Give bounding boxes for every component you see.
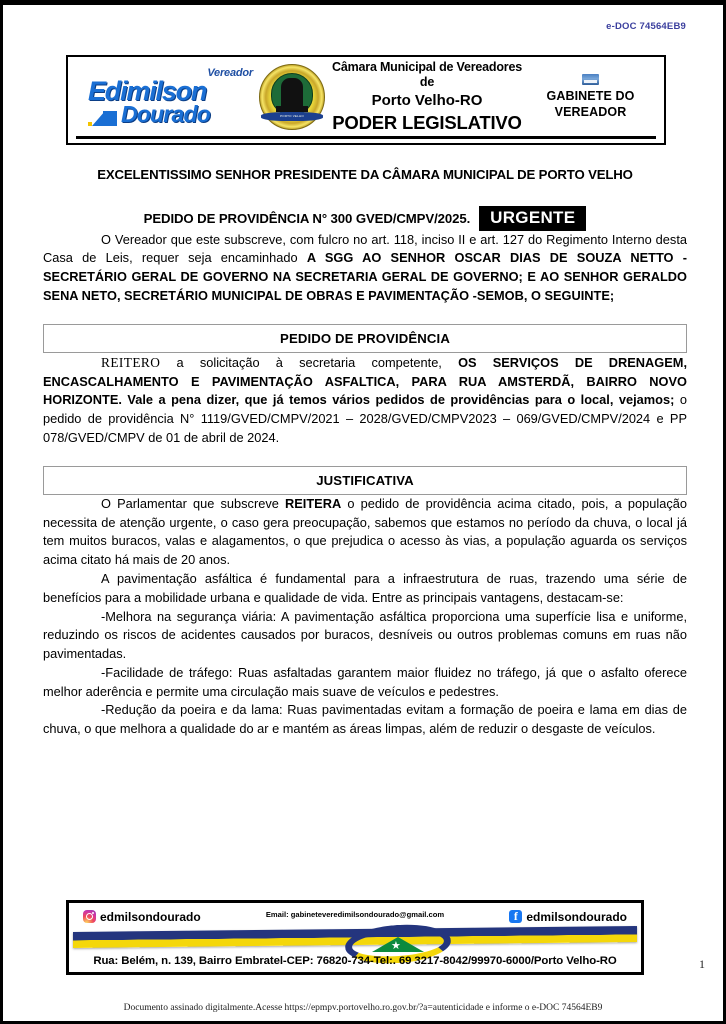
logo-lastname: Dourado (121, 100, 210, 127)
gabinete-line-1: GABINETE DO (546, 88, 635, 103)
addressee-line: EXCELENTISSIMO SENHOR PRESIDENTE DA CÂMARA MUNICIPAL DE PORTO VELHO (97, 167, 633, 182)
digital-signature-notice: Documento assinado digitalmente.Acesse https://epmpv.portovelho.ro.gov.br/?a=autenticidade e informe o e-DOC 74564EB9 (123, 1003, 603, 1013)
urgent-badge: URGENTE (479, 206, 586, 231)
advantage-item-poeira: -Redução da poeira e da lama: Ruas pavimentadas evitam a formação de poeira e lama em dias de chuva, o que melhora a qualidade do ar e mantém as áreas limpas, além de reduzir o desgaste de veículos. (43, 702, 687, 737)
camara-title-block (325, 60, 523, 133)
just-p1-before: O Parlamentar que subscreve (101, 495, 286, 511)
rondonia-flag-ribbon (69, 925, 641, 951)
justificativa-paragraph-2: A pavimentação asfáltica é fundamental para a infraestrutura de ruas, trazendo uma série de benefícios para a mobilidade urbana e qualidade de vida. Entre as principais vantagens, destacam-se: (43, 570, 687, 605)
advantage-item-seguranca: -Melhora na segurança viária: A pavimentação asfáltica proporciona uma superfície lisa e uniforme, reduzindo os riscos de acidentes causados por buracos, desníveis ou outros problemas comuns em ruas não pavimentadas. (43, 608, 687, 662)
camara-line-2: Porto Velho-RO (371, 91, 483, 109)
header-rule (76, 136, 656, 139)
pedido-request-bold: OS SERVIÇOS DE DRENAGEM, ENCASCALHAMENTO E PAVIMENTAÇÃO ASFALTICA, PARA RUA AMSTERDÃ, BAIRRO NOVO HORIZONTE. Vale a pena dizer, que já temos vários pedidos de providências para o local, vejamos; (43, 354, 687, 408)
instagram-contact[interactable] (83, 910, 201, 924)
flag-star-icon (372, 937, 424, 952)
document-header (66, 55, 666, 145)
camara-line-3: PODER LEGISLATIVO (332, 111, 522, 133)
coat-of-arms-banner-text: PORTO VELHO (261, 112, 323, 121)
document-body (43, 167, 687, 739)
city-hall-icon (582, 74, 599, 85)
facebook-contact[interactable] (509, 910, 627, 924)
just-p1-after: o pedido de providência acima citado, pois, a população necessita de atenção urgente, o caso gera preocupação, sabemos que estamos no período da chuva, o local já tem muitos buracos, valas e alagamentos, o que prejudica o acesso às vias, a população aguarda os serviços acima citato há mais de 20 anos. (43, 495, 687, 568)
camara-line-1: Câmara Municipal de Vereadores de (332, 60, 522, 90)
section-bar-pedido: PEDIDO DE PROVIDÊNCIA (43, 324, 687, 353)
reitero-keyword: REITERO (101, 354, 161, 370)
gabinete-block (523, 74, 658, 120)
pedido-number-line (43, 206, 687, 231)
logo-arrow-icon (88, 109, 118, 126)
intro-text-bold: A SGG AO SENHOR OSCAR DIAS DE SOUZA NETTO - SECRETÁRIO GERAL DE GOVERNO NA SECRETARIA GERAL DE GOVERNO; E AO SENHOR GERALDO SENA NETO, SECRETÁRIO MUNICIPAL DE OBRAS E PAVIMENTAÇÃO -SEMOB, O SEGUINTE; (43, 250, 688, 303)
facebook-icon: f (509, 910, 522, 923)
facebook-handle: edmilsondourado (526, 909, 627, 924)
justificativa-paragraph-1 (43, 495, 687, 570)
intro-paragraph (43, 231, 687, 306)
footer-address: Rua: Belém, n. 139, Bairro Embratel-CEP: 76820-734-Tel:. 69 3217-8042/99970-6000/Porto Velho-RO (93, 955, 617, 967)
pedido-paragraph (43, 353, 687, 448)
page-number: 1 (699, 957, 705, 971)
document-footer (66, 900, 644, 975)
advantage-item-trafego: -Facilidade de tráfego: Ruas asfaltadas garantem maior fluidez no tráfego, já que o asfalto oferece melhor aderência e permite uma circulação mais suave de veículos e pedestres. (43, 664, 687, 699)
section-bar-justificativa: JUSTIFICATIVA (43, 466, 687, 495)
pedido-tail-text: o pedido de providência N° 1119/GVED/CMPV/2021 – 2028/GVED/CMPV2023 – 069/GVED/CMPV/2024 e PP 078/GVED/CMPV de 01 de abril de 2024. (43, 392, 687, 445)
email-contact[interactable]: Email: gabineteveredimilsondourado@gmail.com (265, 910, 445, 919)
pedido-number: PEDIDO DE PROVIDÊNCIA N° 300 GVED/CMPV/2025. (143, 210, 471, 226)
logo-vereador-label: Vereador (207, 67, 253, 80)
gabinete-line-2: VEREADOR (554, 104, 627, 119)
edoc-stamp: e-DOC 74564EB9 (606, 21, 686, 32)
instagram-handle: edmilsondourado (100, 909, 201, 924)
vereador-logo (74, 68, 259, 125)
reitera-keyword: REITERA (285, 495, 342, 511)
instagram-icon (83, 910, 96, 923)
pedido-lead-text: a solicitação à secretaria competente, (160, 354, 459, 370)
intro-text-normal: O Vereador que este subscreve, com fulcro no art. 118, inciso II e art. 127 do Regimento Interno desta Casa de Leis, requer seja encaminhado (43, 231, 687, 266)
coat-of-arms-icon (259, 64, 325, 130)
logo-firstname: Edimilson (88, 76, 207, 107)
